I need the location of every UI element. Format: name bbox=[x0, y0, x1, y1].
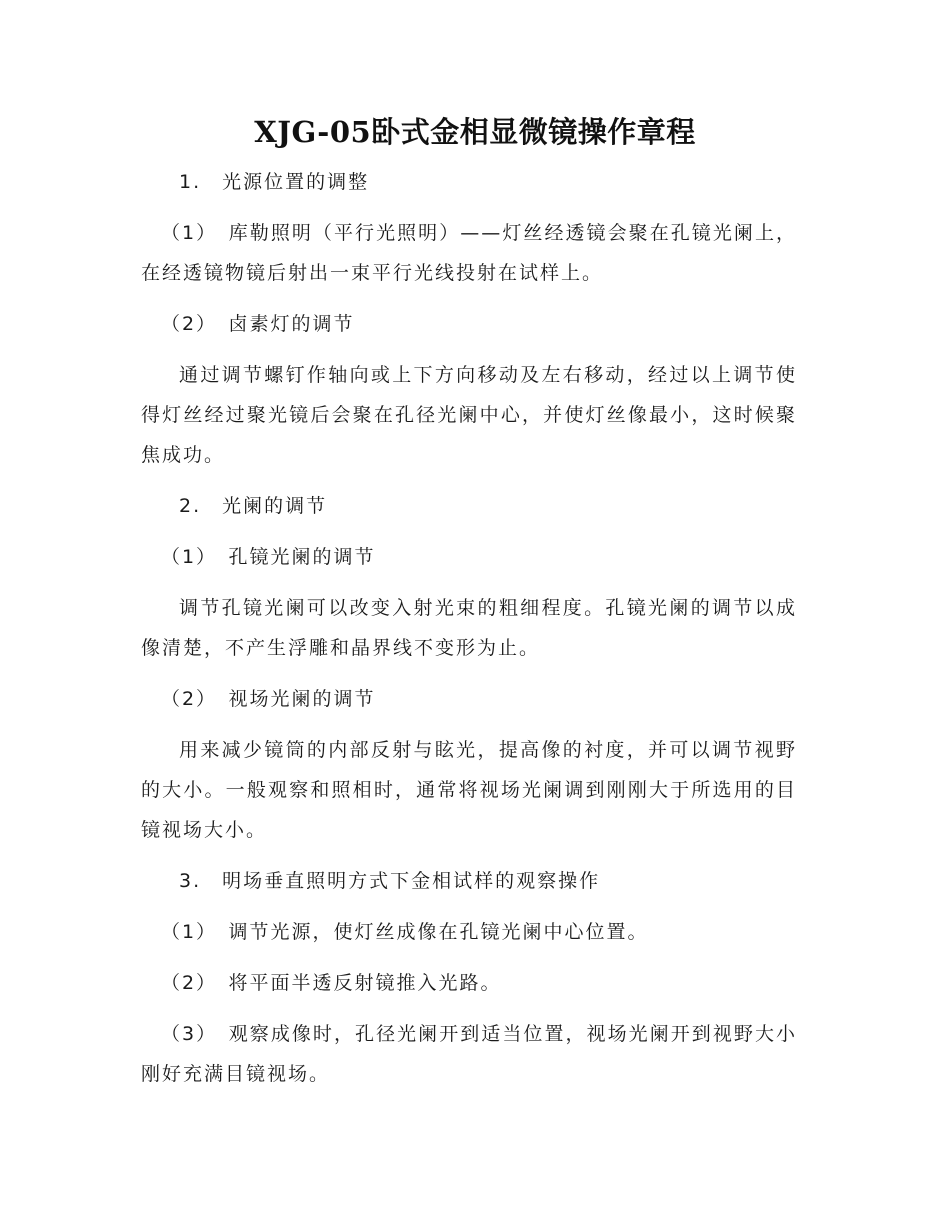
subsection-paragraph: （1） 库勒照明（平行光照明）——灯丝经透镜会聚在孔镜光阑上，在经透镜物镜后射出一束平行光线投射在试样上。 bbox=[141, 222, 797, 284]
subsection-heading: （2） 视场光阑的调节 bbox=[160, 688, 376, 710]
document-title: XJG-05卧式金相显微镜操作章程 bbox=[254, 115, 696, 149]
body-paragraph: 用来减少镜筒的内部反射与眩光，提高像的衬度，并可以调节视野的大小。一般观察和照相时，通常将视场光阑调到刚刚大于所选用的目镜视场大小。 bbox=[141, 739, 797, 841]
section-heading-2: 2. 光阑的调节 bbox=[179, 495, 328, 517]
body-paragraph: 通过调节螺钉作轴向或上下方向移动及左右移动，经过以上调节使得灯丝经过聚光镜后会聚在孔径光阑中心，并使灯丝像最小，这时候聚焦成功。 bbox=[141, 364, 797, 466]
subsection-paragraph: （1） 调节光源，使灯丝成像在孔镜光阑中心位置。 bbox=[160, 921, 649, 943]
subsection-heading: （2） 卤素灯的调节 bbox=[160, 313, 355, 335]
document-body bbox=[141, 162, 797, 1094]
subsection-paragraph: （3） 观察成像时，孔径光阑开到适当位置，视场光阑开到视野大小刚好充满目镜视场。 bbox=[141, 1023, 797, 1085]
section-heading-3: 3. 明场垂直照明方式下金相试样的观察操作 bbox=[179, 870, 601, 892]
subsection-heading: （1） 孔镜光阑的调节 bbox=[160, 546, 376, 568]
body-paragraph: 调节孔镜光阑可以改变入射光束的粗细程度。孔镜光阑的调节以成像清楚，不产生浮雕和晶界线不变形为止。 bbox=[141, 597, 797, 659]
subsection-paragraph: （2） 将平面半透反射镜推入光路。 bbox=[160, 972, 502, 994]
section-heading-1: 1. 光源位置的调整 bbox=[179, 171, 370, 193]
